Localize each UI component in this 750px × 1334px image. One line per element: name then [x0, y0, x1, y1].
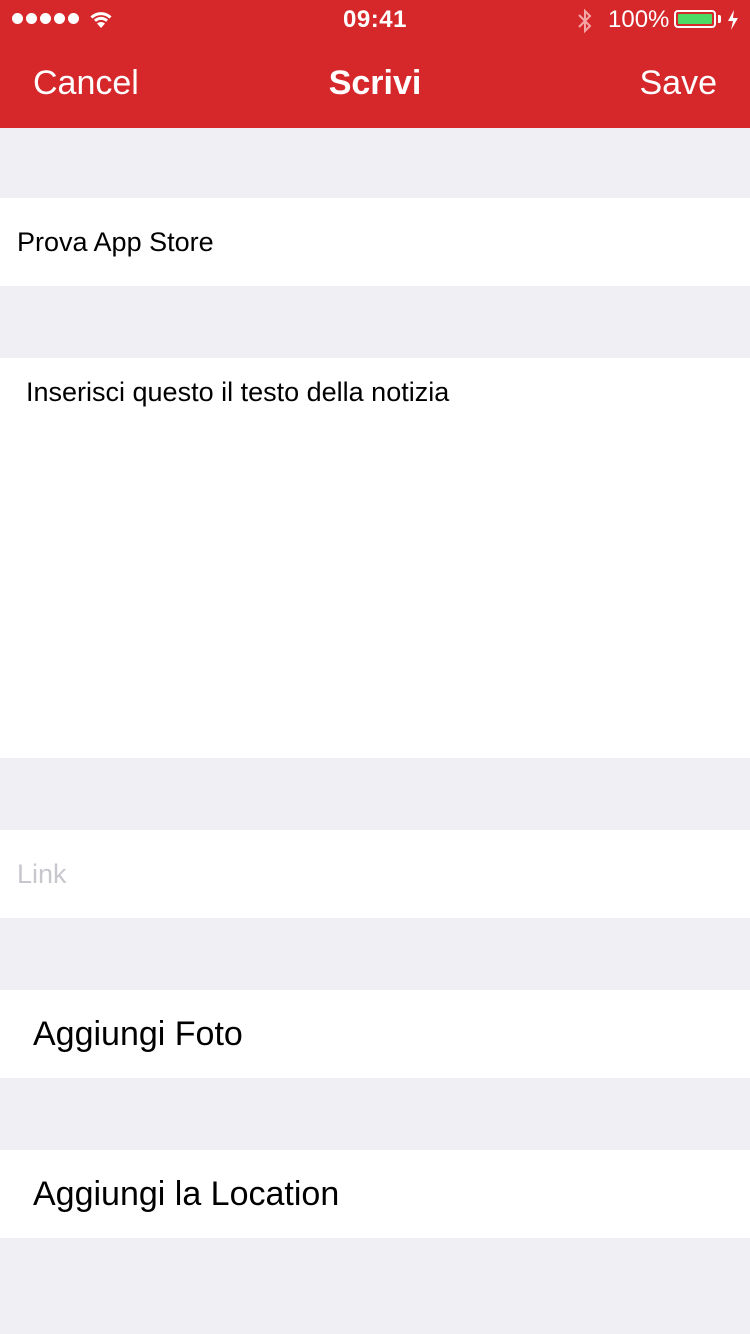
navigation-bar [0, 40, 750, 128]
status-bar [0, 0, 750, 40]
add-location-label: Aggiungi la Location [33, 1175, 340, 1213]
cancel-button[interactable]: Cancel [33, 64, 139, 102]
charging-icon [727, 10, 739, 30]
body-cell [0, 358, 750, 758]
status-time: 09:41 [343, 6, 407, 33]
battery-icon [674, 10, 716, 28]
page-title: Scrivi [328, 64, 422, 102]
link-cell [0, 830, 750, 918]
add-photo-button[interactable] [0, 990, 750, 1078]
link-input[interactable] [17, 858, 733, 890]
bluetooth-icon [576, 8, 594, 34]
header [0, 0, 750, 128]
add-location-button[interactable] [0, 1150, 750, 1238]
add-photo-label: Aggiungi Foto [33, 1015, 243, 1053]
title-cell [0, 198, 750, 286]
body-textarea[interactable] [26, 375, 726, 745]
title-input[interactable] [17, 226, 733, 258]
battery-fill [678, 14, 712, 24]
save-button[interactable]: Save [639, 64, 717, 102]
battery-percent: 100% [608, 6, 670, 33]
battery-cap [718, 15, 721, 23]
